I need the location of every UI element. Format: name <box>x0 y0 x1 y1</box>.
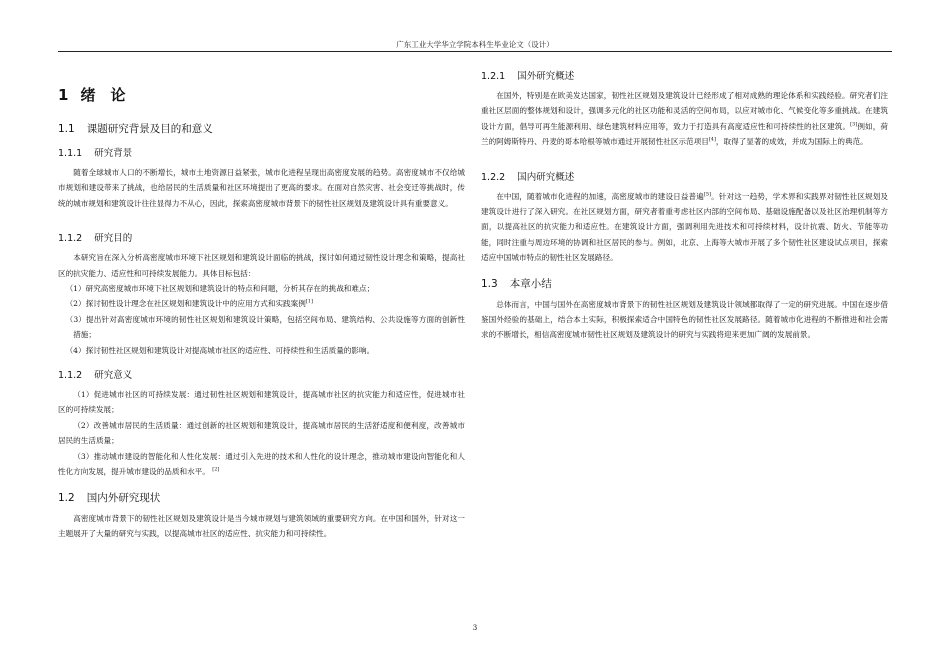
right-column <box>481 60 888 343</box>
citation-ref: [2] <box>212 466 220 473</box>
subsection-number: 1.1.2 <box>58 370 83 382</box>
list-item-text: （3）推动城市建设的智能化和人性化发展：通过引入先进的技术和人性化的设计理念，推动城市建设向智能化和人性化方向发展，提升城市建设的品质和水平。 <box>58 451 465 477</box>
section-title: 课题研究背景及目的和意义 <box>86 123 213 135</box>
section-number: 1.1 <box>58 123 75 135</box>
list-item <box>58 296 465 311</box>
section-heading-1-3 <box>481 276 888 291</box>
paragraph: 随着全球城市人口的不断增长，城市土地资源日益紧张，城市化进程呈现出高密度发展的趋势。高密度城市不仅给城市规划和建设带来了挑战，也给居民的生活质量和社区环境提出了更高的要求。在面对自然灾害、社会变迁等挑战时，传统的城市规划和建筑设计往往显得力不从心，因此，探索高密度城市背景下的韧性社区规划及建筑设计具有重要意义。 <box>58 168 465 208</box>
paragraph-text: ，取得了显著的成效，并成为国际上的典范。 <box>715 137 868 147</box>
list-item: （4）探讨韧性社区规划和建筑设计对提高城市社区的适应性、可持续性和生活质量的影响。 <box>65 345 375 355</box>
left-column <box>58 60 465 541</box>
paragraph <box>481 88 888 150</box>
subsection-heading-1-1-2-purpose <box>58 230 465 244</box>
paragraph-text: 在国外，特别是在欧美发达国家，韧性社区规划及建筑设计已经形成了相对成熟的理论体系和实践经验。研究者们注重社区层面的整体规划和设计，强调多元化的社区功能和灵活的空间布局，以应对城市化、气候变化等多重挑战。在建筑设计方面，倡导可再生能源利用、绿色建筑材料应用等，致力于打造具有高度适应性和可持续性的社区建筑。 <box>481 91 888 131</box>
list-item: （1）促进城市社区的可持续发展：通过韧性社区规划和建筑设计，提高城市社区的抗灾能力和适应性，促进城市社区的可持续发展； <box>58 390 465 415</box>
chapter-title: 绪 论 <box>80 86 126 104</box>
subsection-number: 1.1.1 <box>58 148 83 159</box>
list-item: （2）改善城市居民的生活质量：通过创新的社区规划和建筑设计，提高城市居民的生活舒适度和便利度，改善城市居民的生活质量； <box>58 420 465 446</box>
section-heading-1-2 <box>58 490 465 505</box>
subsection-heading-1-2-2 <box>481 169 888 183</box>
list-item: （1）研究高密度城市环境下社区规划和建筑设计的特点和问题，分析其存在的挑战和难点； <box>65 284 375 294</box>
header-rule <box>58 51 892 52</box>
section-heading-1-1 <box>58 121 465 136</box>
subsection-title: 研究背景 <box>94 148 133 159</box>
subsection-number: 1.2.1 <box>481 71 506 82</box>
section-number: 1.2 <box>58 491 75 504</box>
citation-ref: [5] <box>703 191 712 198</box>
section-title: 本章小结 <box>509 277 552 290</box>
subsection-number: 1.2.2 <box>481 171 506 183</box>
citation-ref: [1] <box>305 298 313 305</box>
section-number: 1.3 <box>481 277 498 290</box>
subsection-heading-1-1-2-significance <box>58 367 465 381</box>
chapter-number: 1 <box>58 86 69 104</box>
paragraph <box>481 189 888 266</box>
list-item-text: （2）探讨韧性设计理念在社区规划和建筑设计中的应用方式和实践案例 <box>65 299 306 309</box>
paragraph-text: 。针对这一趋势，学术界和实践界对韧性社区规划及建筑设计进行了深入研究。在社区规划方面，研究者着重考虑社区内部的空间布局、基础设施配备以及社区治理机制等方面，以提高社区的抗灾能力和适应性。在建筑设计方面，强调利用先进技术和可持续材料，设计抗震、防火、节能等功能，同时注重与周边环境的协调和社区居民的参与。例如，北京、上海等大城市开展了多个韧性社区建设试点项目，探索适应中国城市特点的韧性社区发展路径。 <box>481 191 888 263</box>
list-item <box>58 449 465 480</box>
subsection-title: 研究意义 <box>94 370 133 382</box>
subsection-number: 1.1.2 <box>58 233 83 245</box>
subsection-title: 国外研究概述 <box>517 71 575 82</box>
running-header: 广东工业大学华立学院本科生毕业论文（设计） <box>396 40 554 49</box>
citation-ref: [3] <box>850 121 858 128</box>
page-number: 3 <box>472 624 478 632</box>
list-item: （3）提出针对高密度城市环境的韧性社区规划和建筑设计策略，包括空间布局、建筑结构、公共设施等方面的创新性措施； <box>65 314 465 340</box>
paragraph-text: 例如，荷兰的阿姆斯特丹、丹麦的哥本哈根等城市通过开展韧性社区示范项目 <box>481 121 888 147</box>
citation-ref: [4] <box>708 136 716 143</box>
paragraph: 总体而言，中国与国外在高密度城市背景下的韧性社区规划及建筑设计领域都取得了一定的研究进展。中国在逐步借鉴国外经验的基础上，结合本土实际，积极探索适合中国特色的韧性社区发展路径。随着城市化进程的不断推进和社会需求的不断增长，相信高密度城市韧性社区规划及建筑设计的研究与实践将迎来更加广阔的发展前景。 <box>481 299 888 340</box>
section-title: 国内外研究现状 <box>86 491 161 504</box>
paragraph: 本研究旨在深入分析高密度城市环境下社区规划和建筑设计面临的挑战，探讨如何通过韧性设计理念和策略，提高社区的抗灾能力、适应性和可持续发展能力。具体目标包括： <box>58 253 465 278</box>
paragraph-text: 在中国，随着城市化进程的加速，高密度城市的建设日益普遍 <box>496 191 704 201</box>
subsection-title: 研究目的 <box>94 233 133 245</box>
subsection-heading-1-2-1 <box>481 68 888 82</box>
subsection-heading-1-1-1 <box>58 145 465 159</box>
paragraph: 高密度城市背景下的韧性社区规划及建筑设计是当今城市规划与建筑领域的重要研究方向。在中国和国外，针对这一主题展开了大量的研究与实践，以提高城市社区的适应性、抗灾能力和可持续性。 <box>58 513 465 538</box>
chapter-heading <box>58 84 465 105</box>
subsection-title: 国内研究概述 <box>517 171 575 183</box>
